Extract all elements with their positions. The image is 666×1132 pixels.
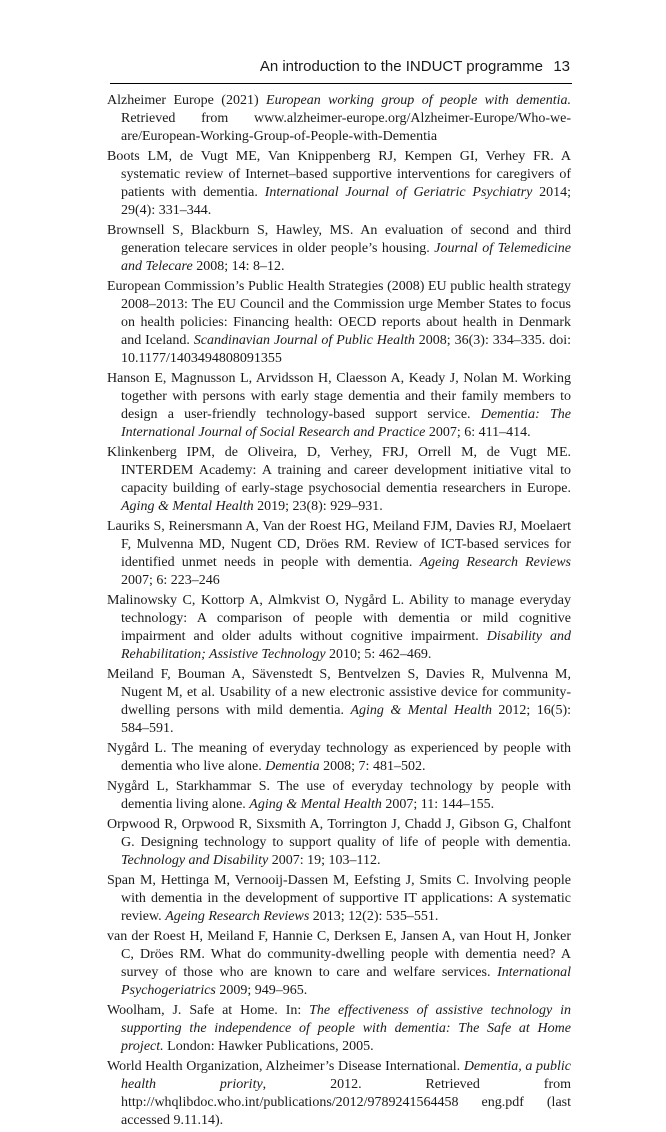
reference-details: 2007: 19; 103–112. — [268, 853, 381, 868]
reference-source-title: Technology and Disability — [121, 853, 269, 868]
reference-text: Woolham, J. Safe at Home. In: — [107, 1003, 310, 1018]
reference-list — [107, 92, 571, 1132]
reference-details: 2013; 12(2): 535–551. — [309, 909, 439, 924]
reference-source-title: The effectiveness of assistive technology in supporting the independence of people with dementia: The Safe at Home project. — [121, 1003, 571, 1054]
reference-entry — [107, 222, 571, 276]
reference-text: Brownsell S, Blackburn S, Hawley, MS. An evaluation of second and third generation telecare services in older people’s housing. — [107, 223, 571, 256]
reference-text: Klinkenberg IPM, de Oliveira, D, Verhey, FRJ, Orrell M, de Vugt ME. INTERDEM Academy: A training and career development initiative vital to capacity building of early-stage psychosocial dementia researchers in Europe. — [107, 445, 571, 496]
reference-text: van der Roest H, Meiland F, Hannie C, Derksen E, Jansen A, van Hout H, Jonker C, Dröes RM. What do community-dwelling people with dementia need? A survey of those who are known to care and welfare services. — [107, 929, 571, 980]
reference-source-title: International Journal of Geriatric Psychiatry — [264, 185, 533, 200]
reference-text: Alzheimer Europe (2021) — [107, 93, 267, 108]
reference-source-title: Dementia: The International Journal of Social Research and Practice — [121, 407, 571, 440]
reference-source-title: Dementia — [265, 759, 320, 774]
reference-entry — [107, 92, 571, 146]
reference-text: Meiland F, Bouman A, Sävenstedt S, Bentvelzen S, Davies R, Mulvenna M, Nugent M, et al. Usability of a new electronic assistive device for community-dwelling persons with mild dementia. — [107, 667, 571, 718]
reference-details: 2007; 11: 144–155. — [381, 797, 495, 812]
reference-details: Retrieved from www.alzheimer-europe.org/Alzheimer-Europe/Who-we-are/European-Working-Group-of-People-with-Dementia — [121, 111, 571, 144]
reference-text: World Health Organization, Alzheimer’s Disease International. — [107, 1059, 464, 1074]
reference-details: London: Hawker Publications, 2005. — [163, 1039, 374, 1054]
reference-entry — [107, 518, 571, 590]
reference-details: 2009; 949–965. — [215, 983, 308, 998]
reference-source-title: Disability and Rehabilitation; Assistive Technology — [121, 629, 571, 662]
reference-details: 2012; 16(5): 584–591. — [121, 703, 572, 736]
reference-entry — [107, 278, 571, 368]
reference-text: Boots LM, de Vugt ME, Van Knippenberg RJ, Kempen GI, Verhey FR. A systematic review of Internet–based supportive interventions for caregivers of patients with dementia. — [107, 149, 571, 200]
reference-details: 2019; 23(8): 929–931. — [253, 499, 383, 514]
reference-details: 2008; 36(3): 334–335. doi: 10.1177/1403494808091355 — [121, 333, 571, 366]
reference-source-title: Ageing Research Reviews — [165, 909, 310, 924]
reference-source-title: Dementia, a public health priority — [121, 1059, 571, 1092]
page-number: 13 — [553, 58, 570, 75]
reference-entry — [107, 592, 571, 664]
reference-source-title: Aging & Mental Health — [350, 703, 492, 718]
reference-text: Hanson E, Magnusson L, Arvidsson H, Claesson A, Keady J, Nolan M. Working together with persons with early stage dementia and their family members to design a user-friendly technology-based support service. — [107, 371, 571, 422]
reference-source-title: Aging & Mental Health — [121, 499, 254, 514]
reference-details: 2010; 5: 462–469. — [325, 647, 432, 662]
reference-source-title: International Psychogeriatrics — [121, 965, 571, 998]
reference-source-title: Aging & Mental Health — [249, 797, 382, 812]
reference-text: Malinowsky C, Kottorp A, Almkvist O, Nygård L. Ability to manage everyday technology: A comparison of people with dementia or mild cognitive impairment and older adults without cognitive impairment. — [107, 593, 571, 644]
reference-entry — [107, 872, 571, 926]
reference-source-title: Scandinavian Journal of Public Health — [193, 333, 415, 348]
reference-text: European Commission’s Public Health Strategies (2008) EU public health strategy 2008–2013: The EU Council and the Commission urge Member States to focus on health policies: Financing health: OECD reports about health in Denmark and Iceland. — [107, 279, 571, 348]
reference-entry — [107, 1058, 571, 1130]
reference-details: 2007; 6: 223–246 — [121, 573, 220, 588]
reference-text: Orpwood R, Orpwood R, Sixsmith A, Torrington J, Chadd J, Gibson G, Chalfont G. Designing technology to support quality of life of people with dementia. — [107, 817, 571, 850]
reference-entry — [107, 370, 571, 442]
reference-source-title: Journal of Telemedicine and Telecare — [121, 241, 571, 274]
reference-text: Lauriks S, Reinersmann A, Van der Roest HG, Meiland FJM, Davies RJ, Moelaert F, Mulvenna MD, Nugent CD, Dröes RM. Review of ICT-based services for identified unmet needs in people with dementia. — [107, 519, 571, 570]
running-head — [0, 58, 666, 82]
reference-entry — [107, 1002, 571, 1056]
reference-details: 2008; 7: 481–502. — [319, 759, 426, 774]
reference-entry — [107, 148, 571, 220]
reference-entry — [107, 778, 571, 814]
reference-text: Nygård L, Starkhammar S. The use of everyday technology by people with dementia living alone. — [107, 779, 571, 812]
running-title: An introduction to the INDUCT programme — [259, 58, 543, 75]
reference-entry — [107, 740, 571, 776]
reference-text: Nygård L. The meaning of everyday technology as experienced by people with dementia who live alone. — [107, 741, 571, 774]
reference-source-title: Ageing Research Reviews — [419, 555, 571, 570]
reference-details: , 2012. Retrieved from http://whqlibdoc.who.int/publications/2012/9789241564458 eng.pdf (last accessed 9.11.14). — [121, 1077, 571, 1128]
reference-details: 2007; 6: 411–414. — [425, 425, 531, 440]
reference-details: 2008; 14: 8–12. — [192, 259, 285, 274]
reference-text: Span M, Hettinga M, Vernooij-Dassen M, Eefsting J, Smits C. Involving people with dementia in the development of supportive IT applications: A systematic review. — [107, 873, 571, 924]
reference-details: 2014; 29(4): 331–344. — [121, 185, 572, 218]
reference-entry — [107, 444, 571, 516]
reference-entry — [107, 666, 571, 738]
reference-source-title: European working group of people with dementia. — [266, 93, 572, 108]
header-rule — [110, 83, 572, 84]
reference-entry — [107, 816, 571, 870]
reference-entry — [107, 928, 571, 1000]
